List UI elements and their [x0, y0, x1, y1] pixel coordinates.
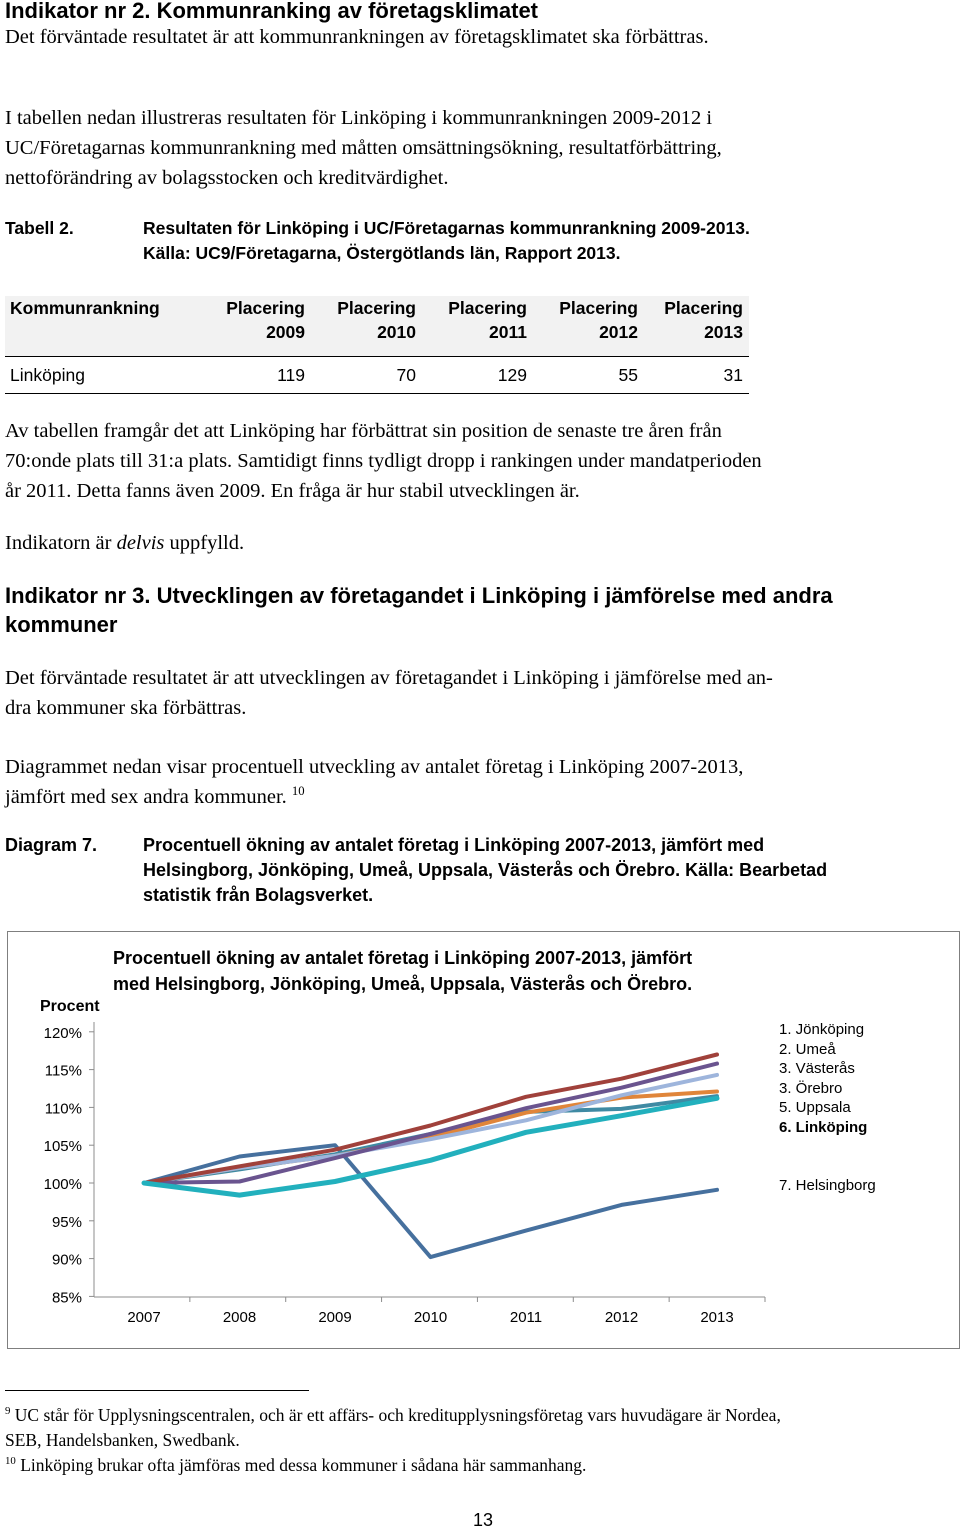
diagram-caption-label: Diagram 7. [5, 835, 98, 855]
y-tick-label: 110% [44, 1100, 82, 1118]
intro-line: I tabellen nedan illustreras resultaten för Linköping i kommunrankningen 2009-2012 i [5, 107, 713, 129]
y-tick-label: 100% [43, 1176, 82, 1193]
footnote-9: $^9$ UC står för Upplysningscentralen, och är ett affärs- och kreditupplysningsföretag vars huvudägare är Nordea, SEB, Handelsbanken, Swedbank. [5, 1405, 781, 1450]
series-line-1 [144, 1055, 717, 1184]
footnote-ref: 10 [291, 784, 305, 799]
table-header-cell: Placering 2011 [416, 296, 527, 357]
table-header-cell: Placering 2010 [305, 296, 416, 357]
y-tick-label: 105% [43, 1138, 82, 1156]
x-tick-label: 2008 [222, 1309, 257, 1326]
x-tick-label: 2012 [604, 1309, 639, 1326]
page-number: 13 [473, 1510, 494, 1530]
table-caption-line: Resultaten för Linköping i UC/Företagarnas kommunrankning 2009-2013. [143, 218, 750, 238]
indicator-2-verdict: Indikatorn är delvis uppfylld. [5, 532, 245, 554]
table-cell: 129 [416, 357, 527, 394]
table-header-cell: Placering 2013 [638, 296, 749, 357]
diagram-caption: Procentuell ökning av antalet företag i Linköping 2007-2013, jämfört med Helsingborg, Jönköping, Umeå, Uppsala, Västerås och Örebro. Källa: Bearbetad statistik från Bolagsverket. [143, 835, 828, 905]
table-caption-label: Tabell 2. [5, 218, 74, 238]
table-header-cell: Kommunrankning [5, 296, 195, 357]
legend-entry: 2. Umeå [779, 1041, 836, 1058]
analysis-line: 70:onde plats till 31:a plats. Samtidigt finns tydligt dropp i rankingen under mandatperioden [5, 450, 762, 472]
table-cell: 31 [638, 357, 749, 394]
intro-line: nettoförändring av bolagsstocken och kreditvärdighet. [5, 167, 449, 189]
indicator-3-expected-result: Det förväntade resultatet är att utvecklingen av företagandet i Linköping i jämförelse med an- dra kommuner ska förbättras. [5, 667, 773, 719]
table-cell: 70 [305, 357, 416, 394]
table-cell: Linköping [5, 357, 195, 394]
indicator-3-diagram-intro: Diagrammet nedan visar procentuell utveckling av antalet företag i Linköping 2007-2013, jämfört med sex andra kommuner. $^{10}$ [5, 756, 744, 808]
y-tick-label: 115% [44, 1062, 82, 1080]
table-cell: 119 [195, 357, 305, 394]
legend-entry: 5. Uppsala [779, 1099, 851, 1116]
legend-entry: 3. Örebro [779, 1080, 843, 1097]
y-tick-label: 90% [51, 1251, 82, 1269]
footnote-separator [5, 1390, 309, 1391]
legend-entry: 1. Jönköping [779, 1021, 865, 1038]
y-tick-label: 85% [51, 1289, 82, 1307]
x-tick-label: 2010 [413, 1309, 448, 1326]
legend-entry: 3. Västerås [779, 1060, 855, 1077]
indicator-2-heading: Indikator nr 2. Kommunranking av företagsklimatet [5, 0, 539, 23]
chart-title: Procentuell ökning av antalet företag i Linköping 2007-2013, jämfört [113, 948, 693, 968]
y-axis-label: Procent [40, 998, 100, 1015]
y-tick-label: 95% [51, 1213, 82, 1231]
indicator-3-heading: Indikator nr 3. Utvecklingen av företagandet i Linköping i jämförelse med andra kommuner [5, 583, 833, 637]
analysis-line: Av tabellen framgår det att Linköping har förbättrat sin position de senaste tre åren från [5, 420, 722, 442]
table-header-cell: Placering 2012 [527, 296, 638, 357]
table-header-cell: Placering 2009 [195, 296, 305, 357]
legend-entry: 7. Helsingborg [779, 1177, 876, 1194]
verdict-emphasis: delvis [116, 532, 165, 554]
table-cell: 55 [527, 357, 638, 394]
indicator-2-expected-result: Det förväntade resultatet är att kommunrankningen av företagsklimatet ska förbättras. [5, 26, 709, 48]
intro-line: UC/Företagarnas kommunrankning med måtten omsättningsökning, resultatförbättring, [5, 137, 722, 159]
x-tick-label: 2009 [318, 1309, 352, 1326]
chart-title: med Helsingborg, Jönköping, Umeå, Uppsala, Västerås och Örebro. [113, 974, 693, 994]
footnote-10: $^{10}$ Linköping brukar ofta jämföras med dessa kommuner i sådana här sammanhang. [5, 1455, 587, 1475]
y-tick-label: 120% [43, 1024, 82, 1042]
x-tick-label: 2007 [127, 1309, 161, 1326]
series-line-2 [144, 1064, 717, 1183]
x-tick-label: 2011 [509, 1309, 543, 1326]
x-tick-label: 2013 [700, 1309, 734, 1326]
analysis-line: år 2011. Detta fanns även 2009. En fråga är hur stabil utvecklingen är. [5, 480, 580, 502]
legend-entry: 6. Linköping [779, 1119, 868, 1136]
table-caption-line: Källa: UC9/Företagarna, Östergötlands län, Rapport 2013. [143, 243, 621, 263]
